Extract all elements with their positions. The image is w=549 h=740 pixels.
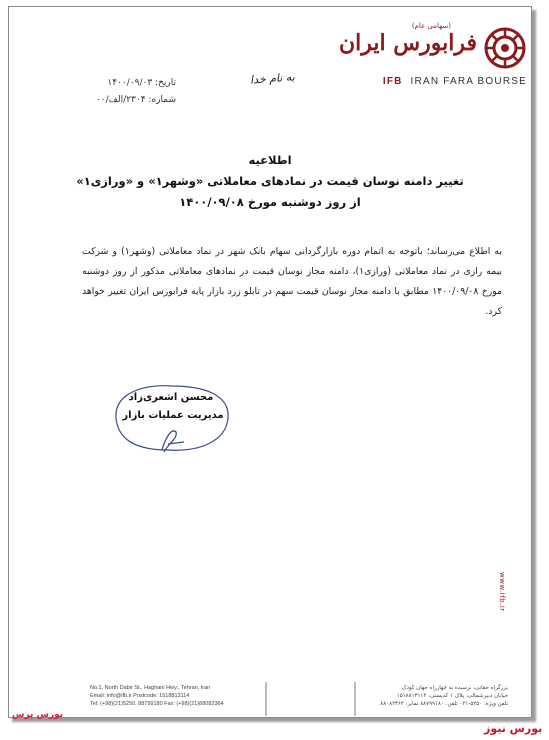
footer-persian-address	[358, 684, 508, 708]
footer-en-line: No.1, North Dabir St., Haghani Hwy., Tehran, Iran	[90, 685, 211, 691]
footer-divider	[265, 682, 267, 716]
website-vertical: www.ifb.ir	[498, 572, 506, 612]
title-heading: اطلاعیه	[248, 153, 292, 167]
footer-en-line: Email: info@ifb.ir Postcode: 1518813114	[90, 693, 190, 699]
bismillah: به نام خدا	[249, 70, 296, 87]
footer-en-line: Tel: (+98)(21)5250, 88799180 Fax: (+98)(21)88082364	[90, 701, 224, 707]
footer-fa-line: بزرگراه حقانی، نرسیده به چهارراه جهان کودک	[401, 685, 508, 691]
title-subject: تغییر دامنه نوسان قیمت در نمادهای معاملاتی «وشهر۱» و «ورازی۱»	[76, 174, 464, 188]
company-logo	[338, 22, 527, 92]
letter-footer	[90, 682, 510, 718]
logo-emblem-icon	[483, 26, 527, 70]
footer-fa-line: تلفن ویژه: ۵۲۵۰-۰۲۱ تلفن: ۸۸۷۹۹۱۸۰ نمابر: ۸۸۰۸۲۳۶۴	[380, 701, 508, 707]
announcement-title	[60, 150, 480, 213]
document-page	[8, 6, 532, 718]
watermark-right: بورس نیوز	[484, 722, 543, 735]
logo-ifb: IFB	[382, 76, 403, 87]
letter-meta	[86, 78, 176, 112]
signatory-role: مدیریت عملیات بازار	[122, 410, 224, 421]
logo-subtitle: (سهامی عام)	[411, 22, 451, 30]
footer-divider	[354, 682, 356, 716]
number-row	[86, 95, 176, 112]
date-value: ۱۴۰۰/۰۹/۰۳	[107, 78, 153, 88]
signatory-name: محسن اشعری‌زاد	[128, 392, 214, 403]
announcement-body: به اطلاع می‌رساند؛ باتوجه به اتمام دوره بازارگردانی سهام بانک شهر در نماد معاملاتی (وشهر۱) و شرکت بیمه رازی در نماد معاملاتی (ورازی۱)، دامنه مجاز نوسان قیمت در نمادهای معاملاتی مذکور از روز دوشنبه مورخ ۱۴۰۰/۰۹/۰۸ مطابق با دامنه مجاز نوسان قیمت سهم در تابلو زرد بازار پایه فرابورس ایران تغییر خواهد کرد.	[82, 246, 503, 317]
number-label: شماره:	[148, 95, 176, 105]
watermark-left: بورس پرس	[12, 710, 64, 720]
footer-english-address	[90, 684, 262, 708]
footer-fa-line: خیابان دبیرشمالی، پلاک ۱ کدپستی: ۱۵۱۸۸۱۳۱۱۴	[396, 693, 508, 699]
date-row	[86, 78, 176, 95]
logo-english-name: IRAN FARA BOURSE	[410, 76, 527, 87]
date-label: تاریخ:	[155, 78, 176, 88]
number-value: ۲۳۰۴/الف/۰۰	[95, 95, 146, 105]
logo-persian-name: فرابورس ایران	[338, 30, 477, 56]
title-date: از روز دوشنبه مورخ ۱۴۰۰/۰۹/۰۸	[179, 195, 361, 209]
logo-english	[383, 76, 527, 87]
signature-stamp	[106, 378, 236, 458]
